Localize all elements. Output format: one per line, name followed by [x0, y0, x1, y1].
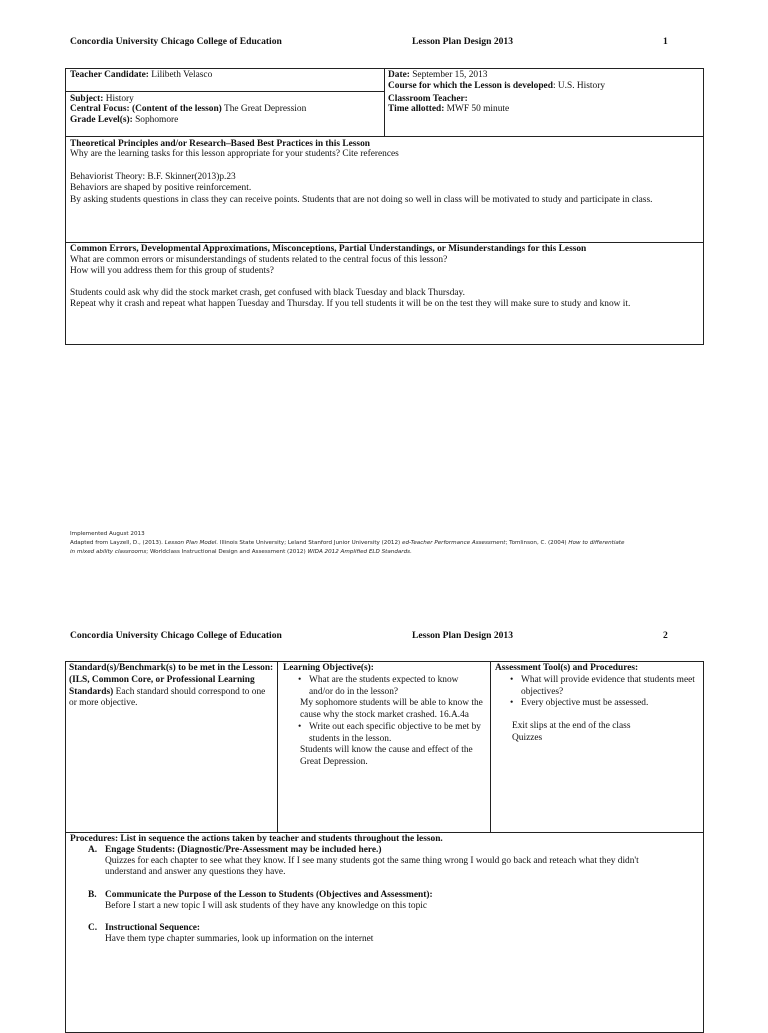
objectives-text-2: Students will know the cause and effect of the Great Depression. [300, 745, 473, 767]
procedure-a-body: Quizzes for each chapter to see what they know. If I see many students got the same thing wrong I would go back and reteach what they didn't [105, 856, 639, 866]
footer-text: Illinois State University; Leland Stanford Junior University (2012) [218, 540, 403, 546]
theory-application: By asking students questions in class they can receive points. Students that are not doing so well in class will be motivated to study and participate in class. [70, 195, 653, 205]
document-title: Lesson Plan Design 2013 [412, 36, 514, 47]
footer-citation-line-1 [70, 539, 624, 547]
standards-cell [69, 663, 274, 710]
grade-level-value: Sophomore [135, 115, 179, 125]
errors-remedy: Repeat why it crash and repeat what happen Tuesday and Thursday. If you tell students it will be on the test they will make sure to study and know it. [70, 299, 631, 309]
footer-text: ; Worldclass Instructional Design and Assessment (2012) [146, 549, 308, 555]
table-divider [490, 661, 491, 832]
theory-prompt: Why are the learning tasks for this lesson appropriate for your students? Cite references [70, 149, 399, 159]
procedure-c-marker: C. [88, 923, 98, 933]
procedure-a-body-cont: understand and answer any questions they have. [105, 867, 286, 877]
procedure-b-marker: B. [88, 890, 97, 900]
central-focus-label: Central Focus: [70, 104, 130, 114]
assessment-title: Assessment Tool(s) and Procedures: [495, 663, 639, 673]
institution-header: Concordia University Chicago College of Education [70, 630, 282, 641]
objectives-text-1: My sophomore students will be able to know the cause why the stock market crashed. 16.A.4a [300, 698, 483, 720]
course-label: Course for which the Lesson is developed [388, 81, 553, 91]
errors-prompt-2: How will you address them for this group of students? [70, 266, 274, 276]
assessment-cell [495, 663, 700, 745]
footer-text: in mixed ability classrooms [70, 549, 147, 555]
theory-section-title: Theoretical Principles and/or Research–Based Best Practices in this Lesson [70, 139, 370, 149]
time-allotted-field [388, 104, 509, 116]
procedure-b-body: Before I start a new topic I will ask students of they have any knowledge on this topic [105, 901, 428, 911]
time-allotted-label: Time allotted: [388, 104, 445, 114]
errors-section-title: Common Errors, Developmental Approximations, Misconceptions, Partial Understandings, or Misunderstandings for this Lesson [70, 244, 587, 254]
footer-text: Lesson Plan Model. [164, 540, 219, 546]
assessment-text-2: Quizzes [512, 732, 543, 743]
table-divider [65, 136, 704, 137]
footer-citation-line-2 [70, 548, 412, 556]
subject-label: Subject: [70, 94, 104, 104]
objectives-bullet-2: • Write out each specific objective to be met by students in the lesson. [295, 722, 483, 746]
central-focus-value: The Great Depression [224, 104, 307, 114]
central-focus-field [70, 104, 306, 116]
assessment-text-1: Exit slips at the end of the class [512, 721, 631, 731]
grade-level-field [70, 115, 178, 127]
course-field [388, 81, 605, 93]
table-divider [65, 242, 704, 243]
standards-title: Standard(s)/Benchmark(s) to be met in the Lesson: (ILS, Common Core, or Professional Learning Standards) [69, 663, 274, 697]
teacher-candidate-label: Teacher Candidate: [70, 70, 149, 80]
assessment-bullet-1: • What will provide evidence that students meet objectives? [507, 675, 700, 699]
teacher-candidate-value: Lilibeth Velasco [151, 70, 213, 80]
time-allotted-value: MWF 50 minute [446, 104, 510, 114]
errors-misconception: Students could ask why did the stock market crash, get confused with black Tuesday and black Thursday. [70, 288, 465, 298]
date-label: Date: [388, 70, 410, 80]
procedure-c-body: Have them type chapter summaries, look up information on the internet [105, 934, 374, 944]
footer-implemented: Implemented August 2013 [70, 531, 145, 537]
objectives-cell [283, 663, 483, 769]
theory-statement: Behaviors are shaped by positive reinforcement. [70, 183, 252, 193]
footer-text: How to differentiate [568, 540, 625, 546]
footer-text: Adapted from Layzell, D., (2013). [70, 540, 165, 546]
table-divider [277, 661, 278, 832]
date-field [388, 70, 487, 82]
table-divider [384, 68, 385, 137]
procedure-a-marker: A. [88, 845, 98, 855]
footer-text: ; Tomlinson, C. (2004) [505, 540, 569, 546]
date-value: September 15, 2013 [412, 70, 488, 80]
table-divider [65, 832, 704, 833]
central-focus-note: (Content of the lesson) [131, 104, 222, 114]
table-divider [65, 91, 384, 92]
standards-body: Each standard should correspond to one or more objective. [69, 686, 266, 709]
page-number: 2 [663, 630, 668, 641]
page-number: 1 [663, 36, 668, 47]
procedure-a-title: Engage Students: (Diagnostic/Pre-Assessment may be included here.) [105, 845, 382, 855]
errors-prompt-1: What are common errors or misunderstandings of students related to the central focus of this lesson? [70, 255, 448, 265]
document-title: Lesson Plan Design 2013 [412, 630, 514, 641]
subject-value: History [105, 94, 134, 104]
grade-level-label: Grade Level(s): [70, 115, 133, 125]
institution-header: Concordia University Chicago College of Education [70, 36, 282, 47]
procedures-title: Procedures: List in sequence the actions taken by teacher and students throughout the lesson. [70, 834, 443, 844]
assessment-bullet-2: • Every objective must be assessed. [507, 698, 700, 710]
course-value: : U.S. History [552, 81, 606, 91]
teacher-candidate-field [70, 70, 212, 82]
procedure-c-title: Instructional Sequence: [105, 923, 201, 933]
footer-text: WIDA 2012 Amplified ELD Standards. [307, 549, 412, 555]
objectives-title: Learning Objective(s): [283, 663, 374, 673]
objectives-bullet-1: • What are the students expected to know and/or do in the lesson? [295, 675, 483, 699]
footer-text: ed-Teacher Performance Assessment [402, 540, 506, 546]
procedure-b-title: Communicate the Purpose of the Lesson to Students (Objectives and Assessment): [105, 890, 433, 900]
theory-reference: Behaviorist Theory: B.F. Skinner(2013)p.23 [70, 172, 236, 182]
classroom-teacher-label: Classroom Teacher: [388, 94, 468, 104]
